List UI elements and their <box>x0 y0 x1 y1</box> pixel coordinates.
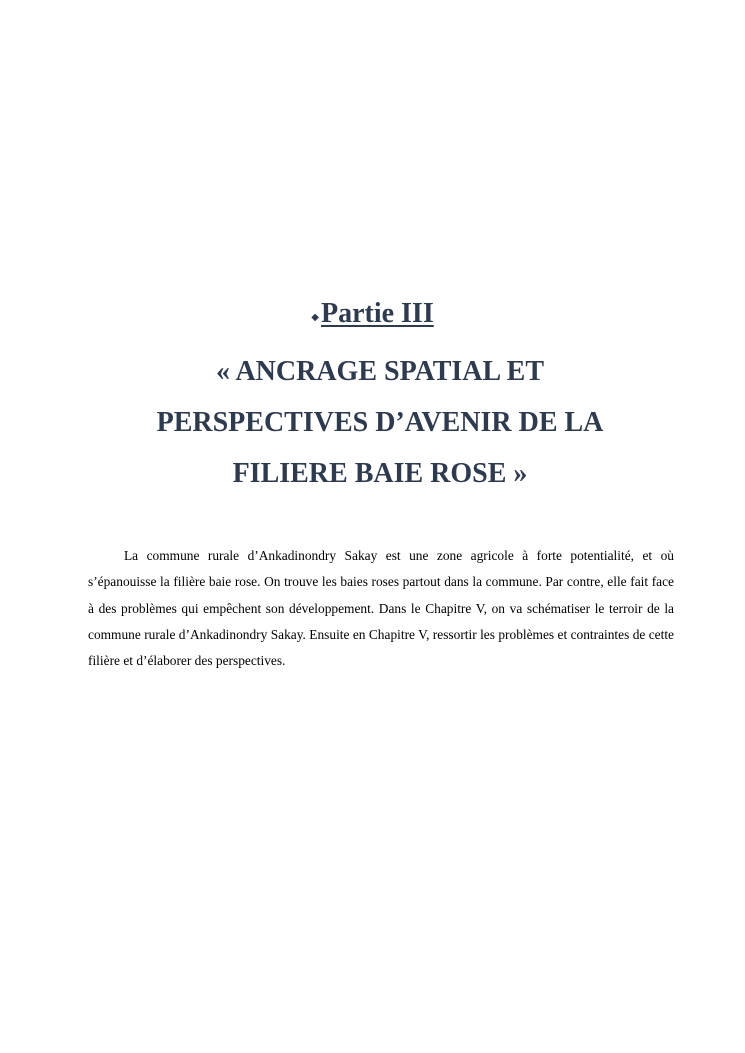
title-line-3: FILIERE BAIE ROSE » <box>232 458 528 489</box>
title-line-2: PERSPECTIVES D’AVENIR DE LA <box>156 407 604 438</box>
bullet-diamond-icon: ◆ <box>311 311 319 323</box>
part-title <box>100 346 660 499</box>
part-label: Partie III <box>320 298 434 329</box>
part-heading <box>0 296 745 334</box>
intro-paragraph: La commune rurale d’Ankadinondry Sakay est une zone agricole à forte potentialité, et où s’épanouisse la filière baie rose. On trouve les baies roses partout dans la commune. Par contre, elle fait face à des problèmes qui empêchent son développement. Dans le Chapitre V, on va schématiser le terroir de la commune rurale d’Ankadinondry Sakay. Ensuite en Chapitre V, ressortir les problèmes et contraintes de cette filière et d’élaborer des perspectives. <box>88 548 674 669</box>
title-line-1: « ANCRAGE SPATIAL ET <box>215 356 545 387</box>
